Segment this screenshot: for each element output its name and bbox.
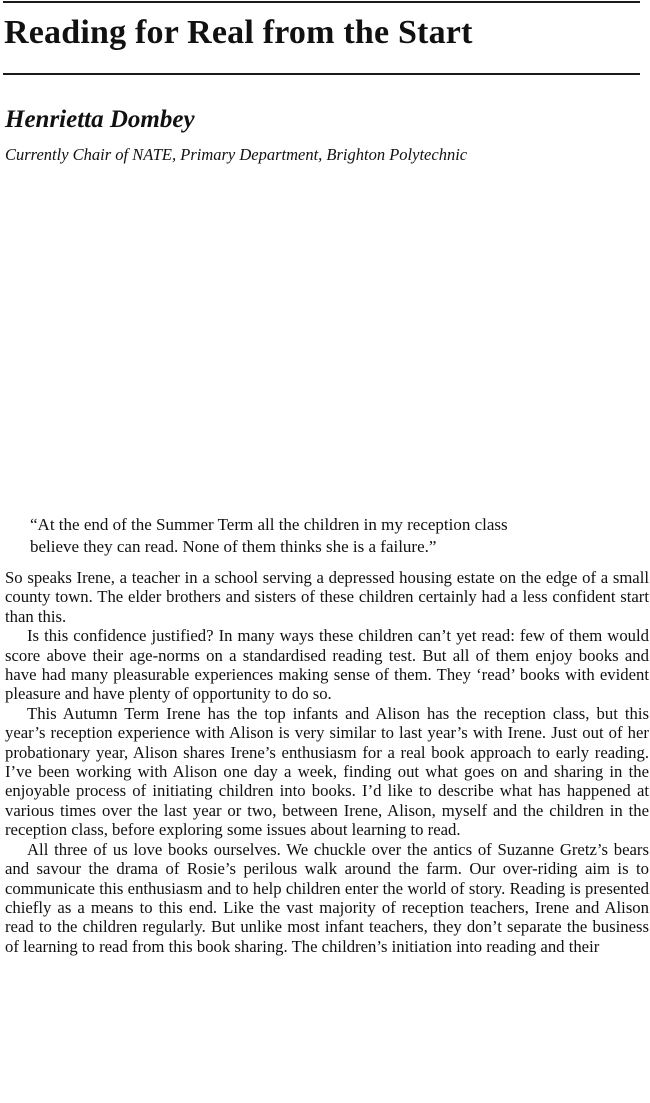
top-rule	[3, 1, 640, 3]
epigraph-quote	[30, 514, 650, 558]
body-paragraph: Is this confidence justified? In many ways these children can’t yet read: few of them would score above their age-norms on a standardised reading test. But all of them enjoy books and have had many pleasurable experiences making sense of them. They ‘read’ books with evident pleasure and have plenty of opportunity to do so.	[5, 626, 649, 704]
body-paragraph: All three of us love books ourselves. We chuckle over the antics of Suzanne Gretz’s bears and savour the drama of Rosie’s perilous walk around the farm. Our over-riding aim is to communicate this enthusiasm and to help children enter the world of story. Reading is presented chiefly as a means to this end. Like the vast majority of reception teachers, Irene and Alison read to the children regularly. But unlike most infant teachers, they don’t separate the business of learning to read from this book sharing. The children’s initiation into reading and their	[5, 839, 649, 956]
body-paragraph: This Autumn Term Irene has the top infants and Alison has the reception class, but this year’s reception experience with Alison is very similar to last year’s with Irene. Just out of her probationary year, Alison shares Irene’s enthusiasm for a real book approach to early reading. I’ve been working with Alison one day a week, finding out what goes on and sharing in the enjoyable process of initiating children into books. I’d like to describe what has happened at various times over the last year or two, between Irene, Alison, myself and the children in the reception class, before exploring some issues about learning to read.	[5, 703, 649, 840]
epigraph-line: believe they can read. None of them thinks she is a failure.”	[30, 537, 437, 556]
body-paragraph: So speaks Irene, a teacher in a school serving a depressed housing estate on the edge of a small county town. The elder brothers and sisters of these children certainly had a less confident start than this.	[5, 568, 649, 626]
article-body	[5, 568, 649, 956]
article-title: Reading for Real from the Start	[4, 14, 473, 51]
title-rule	[3, 73, 640, 75]
epigraph-line: “At the end of the Summer Term all the children in my reception class	[30, 515, 508, 534]
author-name: Henrietta Dombey	[5, 106, 195, 133]
author-affiliation: Currently Chair of NATE, Primary Department, Brighton Polytechnic	[5, 145, 468, 164]
